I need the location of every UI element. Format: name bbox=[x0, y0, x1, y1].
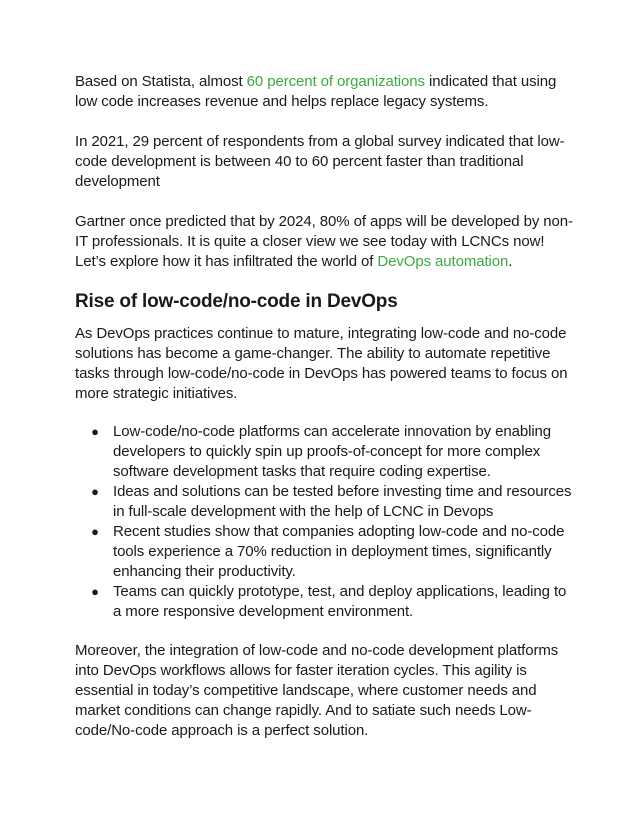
bullet-icon: ● bbox=[91, 584, 99, 599]
list-item bbox=[91, 422, 575, 482]
list-item bbox=[91, 482, 575, 522]
list-item-text: Low-code/no-code platforms can accelerate innovation by enabling developers to quickly spin up proofs-of-concept for more complex software development tasks that require coding expertise. bbox=[113, 423, 552, 480]
paragraph-survey: In 2021, 29 percent of respondents from a global survey indicated that low-code development is between 40 to 60 percent faster than traditional development bbox=[75, 133, 565, 190]
list-item-text: Recent studies show that companies adopting low-code and no-code tools experience a 70% reduction in deployment times, significantly enhancing their productivity. bbox=[113, 523, 565, 580]
list-item-text: Teams can quickly prototype, test, and deploy applications, leading to a more responsive development environment. bbox=[113, 583, 567, 620]
bullet-icon: ● bbox=[91, 484, 99, 499]
paragraph-statista bbox=[75, 72, 575, 112]
bullet-icon: ● bbox=[91, 424, 99, 439]
paragraph-intro: As DevOps practices continue to mature, integrating low-code and no-code solutions has become a game-changer. The ability to automate repetitive tasks through low-code/no-code in DevOps has powered teams to focus on more strategic initiatives. bbox=[75, 325, 568, 402]
list-item bbox=[91, 522, 575, 582]
document-page bbox=[75, 72, 575, 741]
paragraph-gartner bbox=[75, 212, 575, 272]
bullet-icon: ● bbox=[91, 524, 99, 539]
paragraph-text: . bbox=[508, 253, 513, 270]
paragraph-text: Based on Statista, almost bbox=[75, 73, 247, 90]
list-item-text: Ideas and solutions can be tested before investing time and resources in full-scale development with the help of LCNC in Devops bbox=[113, 483, 572, 520]
list-item bbox=[91, 582, 575, 622]
devops-automation-link[interactable]: DevOps automation bbox=[377, 253, 509, 270]
statista-link[interactable]: 60 percent of organizations bbox=[246, 73, 425, 90]
bullet-list bbox=[75, 422, 575, 622]
section-heading: Rise of low-code/no-code in DevOps bbox=[75, 291, 398, 312]
paragraph-text: indicated that using low code increases revenue and helps replace legacy systems. bbox=[75, 73, 557, 110]
paragraph-conclusion: Moreover, the integration of low-code and no-code development platforms into DevOps workflows allows for faster iteration cycles. This agility is essential in today’s competitive landscape, where customer needs and market conditions can change rapidly. And to satiate such needs Low-code/No-code approach is a perfect solution. bbox=[75, 642, 559, 739]
paragraph-text: Gartner once predicted that by 2024, 80% of apps will be developed by non-IT professionals. It is quite a closer view we see today with LCNCs now! Let’s explore how it has infiltrated the world of bbox=[75, 213, 573, 270]
